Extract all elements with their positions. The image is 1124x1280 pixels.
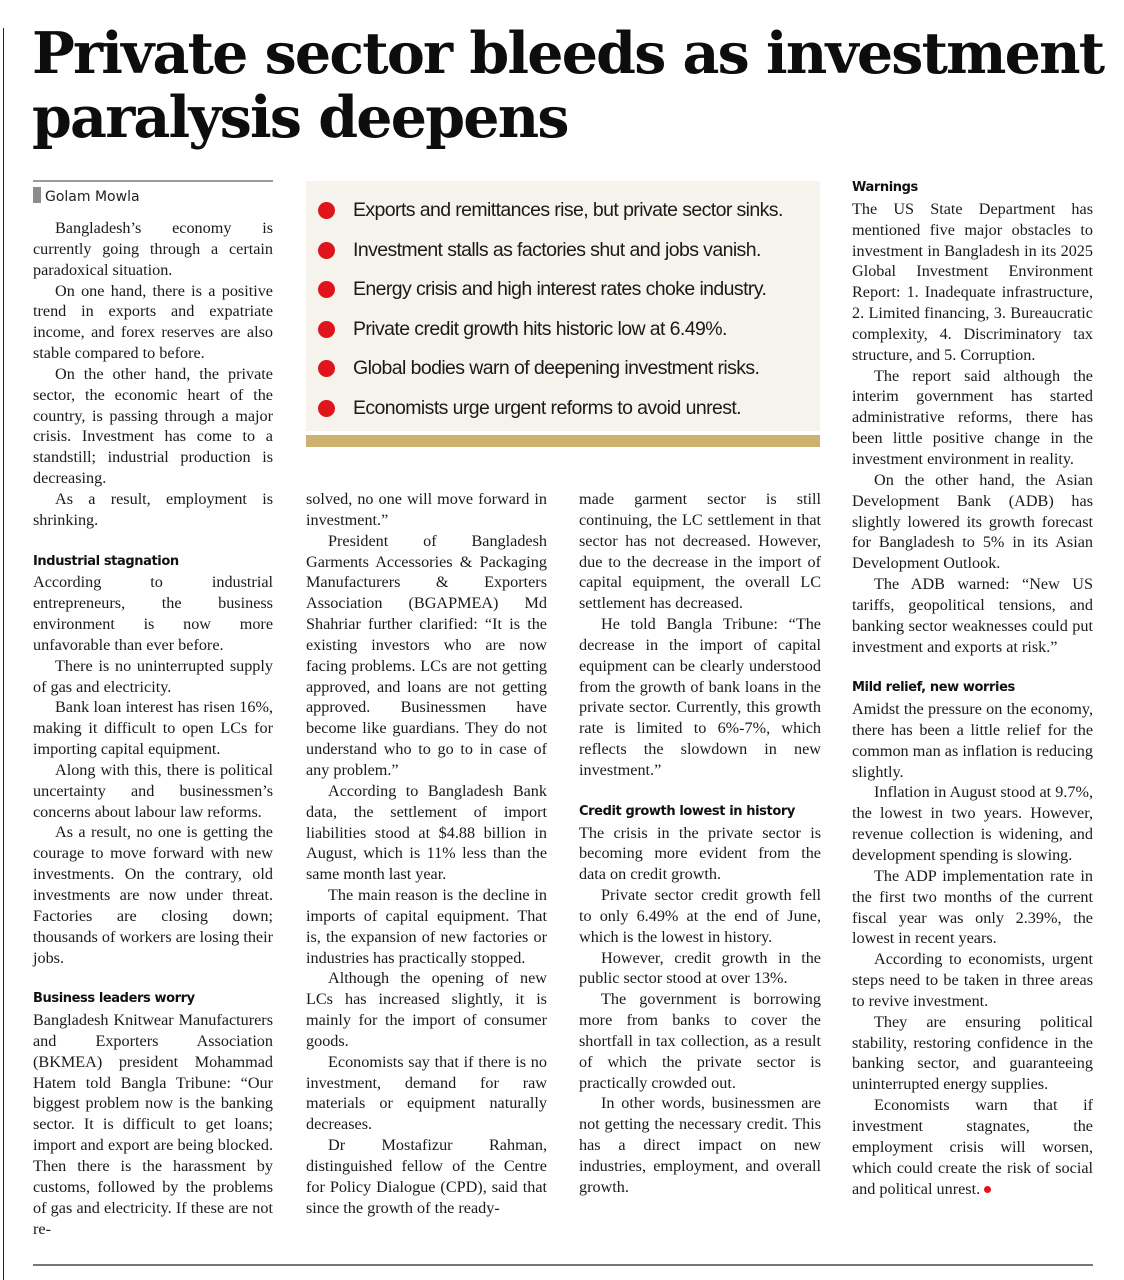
key-point: [318, 191, 820, 231]
bottom-rule: [33, 1264, 1093, 1266]
key-point-text: Investment stalls as factories shut and jobs vanish.: [353, 238, 761, 261]
author-name: Golam Mowla: [45, 189, 140, 205]
article-column-3: [579, 489, 821, 1198]
key-point: [318, 349, 820, 389]
paragraph: As a result, employment is shrinking.: [33, 489, 273, 529]
key-point-text: Exports and remittances rise, but private sector sinks.: [353, 199, 783, 222]
key-point-text: Global bodies warn of deepening investment risks.: [353, 357, 760, 380]
bullet-dot-icon: [318, 281, 335, 298]
subheading-mild-relief: Mild relief, new worries: [852, 680, 1015, 696]
article-column-1: [33, 218, 273, 1239]
paragraph: There is no uninterrupted supply of gas and electricity.: [33, 656, 273, 696]
paragraph: The ADP implementation rate in the first two months of the current fiscal year was only 2.39%, the lowest in recent years.: [852, 866, 1093, 948]
subheading-business-leaders-worry: Business leaders worry: [33, 991, 195, 1007]
paragraph: The crisis in the private sector is becoming more evident from the data on credit growth.: [579, 823, 821, 884]
key-point: [318, 310, 820, 350]
end-mark-icon: [984, 1186, 991, 1193]
bullet-dot-icon: [318, 360, 335, 377]
bullet-dot-icon: [318, 202, 335, 219]
key-point-text: Private credit growth hits historic low at 6.49%.: [353, 317, 727, 340]
key-points-list: [306, 181, 820, 428]
article-column-2: [306, 489, 547, 1219]
paragraph: However, credit growth in the public sector stood at over 13%.: [579, 948, 821, 988]
paragraph: Amidst the pressure on the economy, there has been a little relief for the common man as inflation is reducing slightly.: [852, 700, 1093, 781]
paragraph: Dr Mostafizur Rahman, distinguished fellow of the Centre for Policy Dialogue (CPD), said that since the growth of the ready-: [306, 1136, 547, 1217]
key-point: [318, 231, 820, 271]
paragraph: made garment sector is still continuing, the LC settlement in that sector has not decreased. However, due to the decrease in the import of capital equipment, the overall LC settlement has decreased.: [579, 490, 821, 613]
bullet-dot-icon: [318, 242, 335, 259]
paragraph: Along with this, there is political uncertainty and businessmen’s concerns about labour law reforms.: [33, 760, 273, 821]
article-column-4: [852, 178, 1093, 1199]
left-column-rule: [3, 28, 4, 1280]
paragraph: He told Bangla Tribune: “The decrease in the import of capital equipment can be clearly understood from the growth of bank loans in the private sector. Currently, this growth rate is limited to 6%-7%, which reflects the slowdown in new investment.”: [579, 615, 821, 779]
paragraph: As a result, no one is getting the courage to move forward with new investments. On the contrary, old investments are now under threat. Factories are closing down; thousands of workers are losing their jobs.: [33, 823, 273, 967]
byline: [33, 180, 273, 206]
paragraph: In other words, businessmen are not getting the necessary credit. This has a direct impact on new industries, employment, and overall growth.: [579, 1094, 821, 1196]
paragraph: The government is borrowing more from banks to cover the shortfall in tax collection, as a result of which the private sector is practically crowded out.: [579, 990, 821, 1092]
bullet-dot-icon: [318, 321, 335, 338]
paragraph: Bank loan interest has risen 16%, making it difficult to open LCs for importing capital equipment.: [33, 698, 273, 759]
section-gap: [33, 968, 273, 989]
paragraph: Economists say that if there is no investment, demand for raw materials or equipment naturally decreases.: [306, 1052, 547, 1134]
byline-marker: [33, 187, 41, 203]
bullet-dot-icon: [318, 400, 335, 417]
paragraph: [852, 1095, 1093, 1199]
paragraph: The report said although the interim government has started administrative reforms, there has been little positive change in the investment environment in reality.: [852, 366, 1093, 468]
section-gap: [33, 531, 273, 552]
paragraph: They are ensuring political stability, restoring confidence in the banking sector, and guaranteeing uninterrupted energy supplies.: [852, 1012, 1093, 1094]
key-point: [318, 270, 820, 310]
paragraph: The US State Department has mentioned five major obstacles to investment in Bangladesh in its 2025 Global Investment Environment Report: 1. Inadequate infrastructure, 2. Limited financing, 3. Bureaucratic complexity, 4. Discriminatory tax structure, and 5. Corruption.: [852, 199, 1093, 364]
final-paragraph-text: Economists warn that if investment stagnates, the employment crisis will worsen, which could create the risk of social and political unrest.: [852, 1096, 1093, 1198]
paragraph: According to Bangladesh Bank data, the settlement of import liabilities stood at $4.88 billion in August, which is 11% less than the same month last year.: [306, 781, 547, 884]
paragraph: According to economists, urgent steps need to be taken in three areas to revive investment.: [852, 950, 1093, 1010]
paragraph: Private sector credit growth fell to only 6.49% at the end of June, which is the lowest in history.: [579, 886, 821, 946]
key-points-box: [306, 181, 820, 431]
paragraph: Although the opening of new LCs has increased slightly, it is mainly for the import of consumer goods.: [306, 969, 547, 1050]
subheading-industrial-stagnation: Industrial stagnation: [33, 553, 179, 569]
key-point: [318, 389, 820, 429]
key-points-accent-bar: [306, 435, 820, 447]
paragraph: According to industrial entrepreneurs, the business environment is now more unfavorable than ever before.: [33, 573, 273, 654]
paragraph: On the other hand, the Asian Development Bank (ADB) has slightly lowered its growth forecast for Bangladesh to 5% in its Asian Development Outlook.: [852, 470, 1093, 573]
paragraph: Inflation in August stood at 9.7%, the lowest in two years. However, revenue collection is widening, and development spending is slowing.: [852, 783, 1093, 864]
paragraph: President of Bangladesh Garments Accessories & Packaging Manufacturers & Exporters Association (BGAPMEA) Md Shahriar further clarified: “It is the existing investors who are now facing problems. LCs are not getting approved, and loans are not getting approved. Businessmen have become like guardians. They do not understand who to go to in case of any problem.”: [306, 531, 547, 779]
paragraph: On the other hand, the private sector, the economic heart of the country, is passing through a major crisis. Investment has come to a standstill; industrial production is decreasing.: [33, 364, 273, 488]
paragraph: Bangladesh Knitwear Manufacturers and Exporters Association (BKMEA) president Mohammad Hatem told Bangla Tribune: “Our biggest problem now is the banking sector. It is difficult to get loans; import and export are being blocked. Then there is the harassment by customs, followed by the problems of gas and electricity. If these are not re-: [33, 1011, 273, 1238]
section-gap: [579, 781, 821, 802]
key-point-text: Economists urge urgent reforms to avoid unrest.: [353, 396, 741, 419]
paragraph: Bangladesh’s economy is currently going through a certain paradoxical situation.: [33, 219, 273, 279]
subheading-warnings: Warnings: [852, 180, 918, 195]
paragraph: The main reason is the decline in imports of capital equipment. That is, the expansion of new factories or industries has practically stopped.: [306, 886, 547, 967]
section-gap: [852, 657, 1093, 678]
paragraph: On one hand, there is a positive trend in exports and expatriate income, and forex reserves are also stable compared to before.: [33, 281, 273, 363]
key-point-text: Energy crisis and high interest rates choke industry.: [353, 278, 767, 301]
paragraph: The ADB warned: “New US tariffs, geopolitical tensions, and banking sector weaknesses could put investment and exports at risk.”: [852, 575, 1093, 656]
headline: Private sector bleeds as investment paralysis deepens: [32, 20, 1104, 151]
paragraph: solved, no one will move forward in investment.”: [306, 490, 547, 529]
subheading-credit-growth: Credit growth lowest in history: [579, 803, 795, 819]
